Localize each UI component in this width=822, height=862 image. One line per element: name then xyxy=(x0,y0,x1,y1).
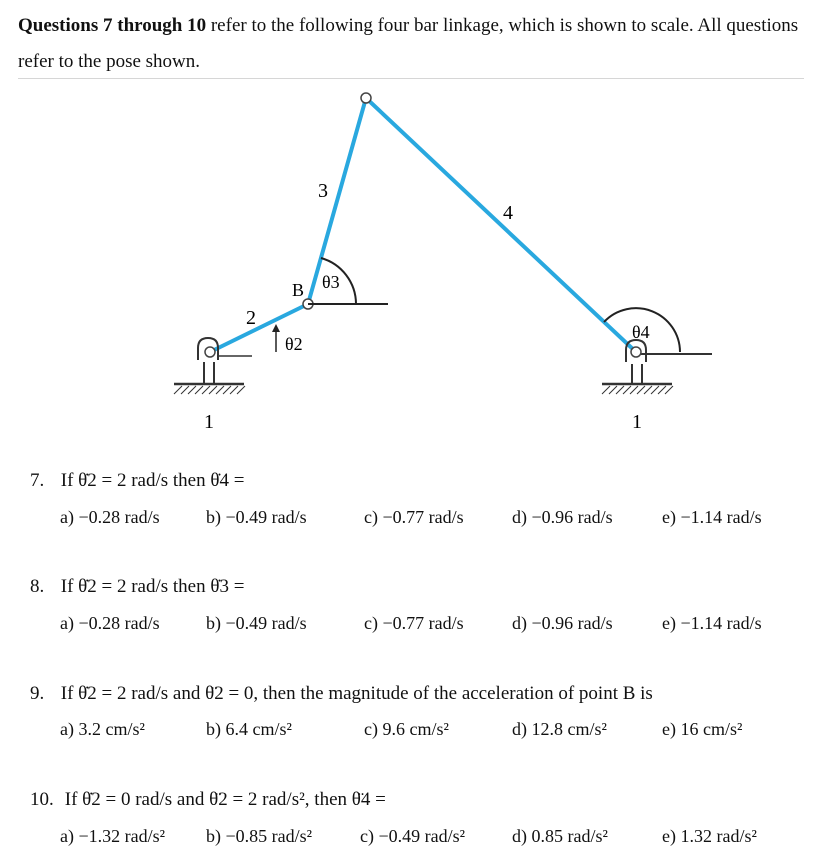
option-b[interactable]: b) −0.85 rad/s² xyxy=(206,826,313,846)
option-a[interactable]: a) −0.28 rad/s xyxy=(60,613,160,633)
option-e[interactable]: e) 16 cm/s² xyxy=(662,719,743,739)
link-3-label: 3 xyxy=(318,180,328,202)
option-c[interactable]: c) −0.49 rad/s² xyxy=(360,826,466,846)
intro-text: refer to the following four bar linkage, which is shown to scale. All questions refer to the pose shown. xyxy=(18,15,799,72)
question-prompt: If θ̇2 = 2 rad/s and θ̈2 = 0, then the magnitude of the acceleration of point B is xyxy=(60,683,653,704)
option-c[interactable]: c) −0.77 rad/s xyxy=(364,613,464,633)
link-4-label: 4 xyxy=(503,202,513,224)
question-number: 7. xyxy=(30,470,45,491)
option-c[interactable]: c) −0.77 rad/s xyxy=(364,507,464,527)
ground-left xyxy=(174,338,252,394)
option-a[interactable]: a) −1.32 rad/s² xyxy=(60,826,166,846)
link-2-label: 2 xyxy=(246,307,256,329)
question-prompt-text: θ̇2 = 2 rad/s then θ̇3 = xyxy=(78,576,245,597)
option-d[interactable]: d) 0.85 rad/s² xyxy=(512,826,608,846)
question-number: 9. xyxy=(30,683,45,704)
question-prompt-text: θ̇2 = 0 rad/s and θ̈2 = 2 rad/s², then θ̈4 = xyxy=(82,789,386,810)
joint-top xyxy=(361,93,371,103)
question-7 xyxy=(30,470,244,492)
intro-bold-lead: Questions 7 through 10 xyxy=(18,15,207,36)
question-prompt-text: θ̇2 = 2 rad/s then θ̇4 = xyxy=(78,470,245,491)
option-d[interactable]: d) −0.96 rad/s xyxy=(512,613,613,633)
option-e[interactable]: e) −1.14 rad/s xyxy=(662,507,762,527)
option-e[interactable]: e) −1.14 rad/s xyxy=(662,613,762,633)
question-prompt: If θ̇2 = 2 rad/s then θ̇3 = xyxy=(60,576,245,597)
question-8 xyxy=(30,576,244,598)
ground-right xyxy=(602,340,712,394)
question-10 xyxy=(30,789,386,811)
question-prompt-text: θ̇2 = 2 rad/s and θ̈2 = 0, then the magnitude of the acceleration of point B is xyxy=(78,683,653,704)
link-4 xyxy=(366,98,636,352)
option-b[interactable]: b) 6.4 cm/s² xyxy=(206,719,292,739)
option-a[interactable]: a) −0.28 rad/s xyxy=(60,507,160,527)
question-number: 8. xyxy=(30,576,45,597)
option-d[interactable]: d) −0.96 rad/s xyxy=(512,507,613,527)
option-a[interactable]: a) 3.2 cm/s² xyxy=(60,719,145,739)
theta2-label: θ2 xyxy=(285,334,303,354)
ground-left-label: 1 xyxy=(204,411,214,433)
question-prompt: If θ̇2 = 2 rad/s then θ̇4 = xyxy=(60,470,245,491)
question-number: 10. xyxy=(30,789,54,810)
option-e[interactable]: e) 1.32 rad/s² xyxy=(662,826,757,846)
option-b[interactable]: b) −0.49 rad/s xyxy=(206,507,307,527)
question-prompt: If θ̇2 = 0 rad/s and θ̈2 = 2 rad/s², then θ̈4 = xyxy=(64,789,386,810)
theta4-label: θ4 xyxy=(632,322,650,342)
question-9 xyxy=(30,683,653,705)
option-c[interactable]: c) 9.6 cm/s² xyxy=(364,719,449,739)
point-b-label: B xyxy=(292,280,305,300)
ground-right-label: 1 xyxy=(632,411,642,433)
option-b[interactable]: b) −0.49 rad/s xyxy=(206,613,307,633)
option-d[interactable]: d) 12.8 cm/s² xyxy=(512,719,607,739)
theta3-label: θ3 xyxy=(322,272,340,292)
